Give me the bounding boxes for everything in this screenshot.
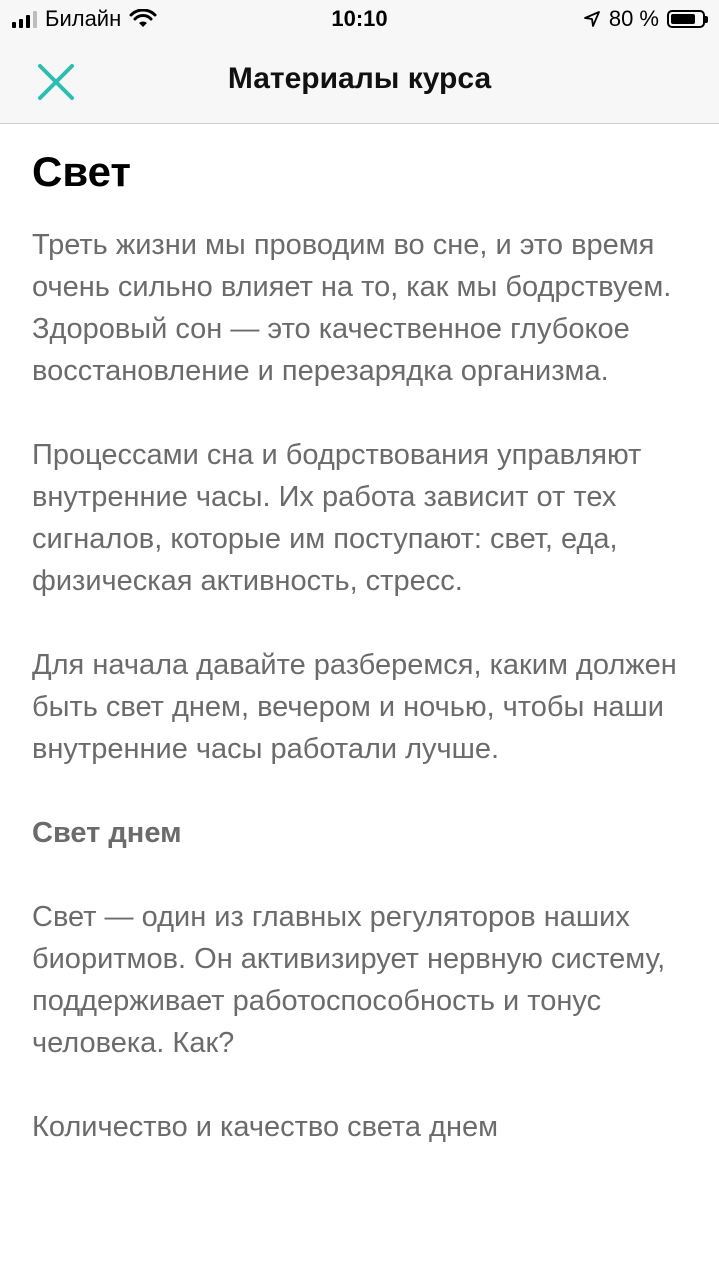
battery-icon	[667, 10, 705, 28]
article-paragraph: Свет — один из главных регуляторов наших биоритмов. Он активизирует нервную систему, поддерживает работоспособность и тонус человека. Как?	[32, 901, 666, 1059]
article-paragraph: Количество и качество света днем	[32, 1111, 499, 1143]
navigation-bar	[0, 38, 719, 124]
carrier-label: Билайн	[45, 6, 122, 31]
page-title: Материалы курса	[227, 62, 492, 95]
article-paragraph: Для начала давайте разберемся, каким должен быть свет днем, вечером и ночью, чтобы наши внутренние часы работали лучше.	[32, 649, 677, 765]
article-title: Свет	[32, 148, 131, 195]
article-paragraph: Треть жизни мы проводим во сне, и это время очень сильно влияет на то, как мы бодрствуем. Здоровый сон — это качественное глубокое восстановление и перезарядка организма.	[32, 229, 672, 387]
status-right	[583, 6, 705, 32]
status-bar	[0, 0, 719, 38]
status-time: 10:10	[331, 6, 388, 31]
section-heading: Свет днем	[32, 817, 182, 849]
battery-percent: 80 %	[608, 6, 659, 31]
article-paragraph: Процессами сна и бодрствования управляют внутренние часы. Их работа зависит от тех сигналов, которые им поступают: свет, еда, физическая активность, стресс.	[32, 439, 642, 597]
location-arrow-icon	[583, 10, 601, 28]
article-content	[32, 148, 682, 1190]
